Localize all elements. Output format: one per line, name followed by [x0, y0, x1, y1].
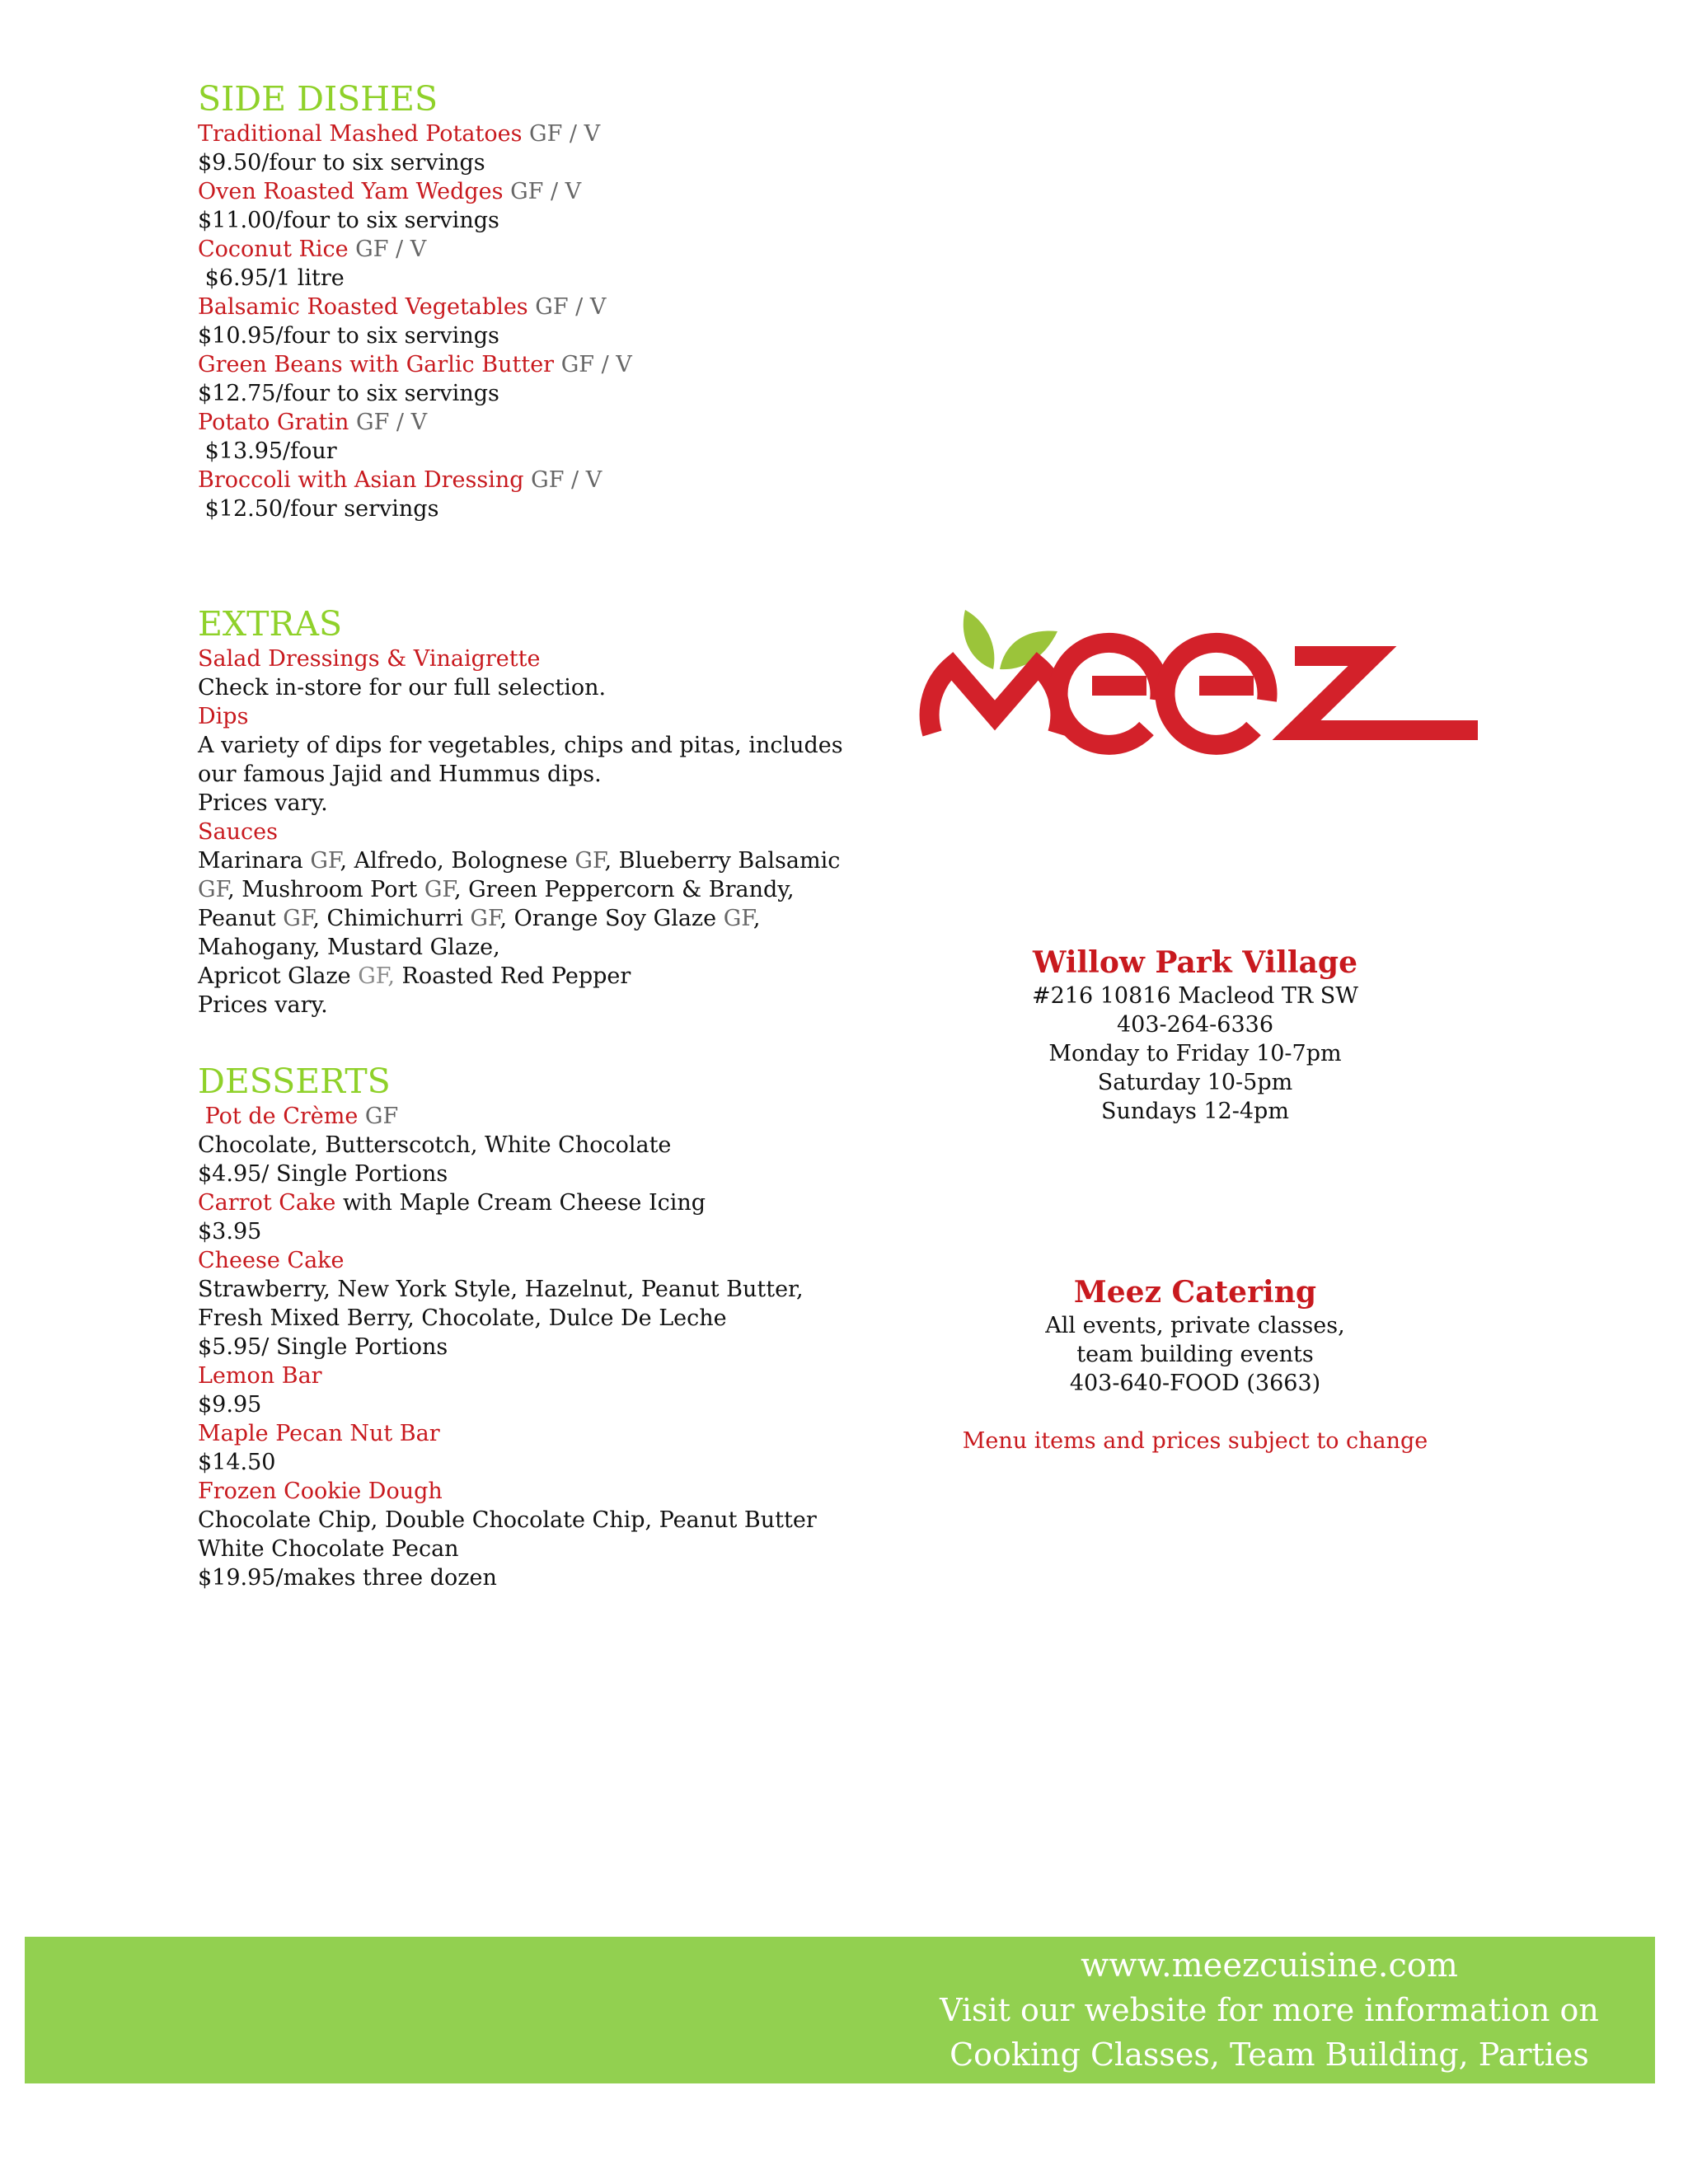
item-name: Traditional Mashed Potatoes: [198, 121, 523, 147]
menu-left-column: [198, 78, 857, 1592]
location-hours: Sundays 12-4pm: [1101, 1099, 1289, 1124]
item-price: $19.95/makes three dozen: [198, 1565, 497, 1591]
item-price: $3.95: [198, 1219, 262, 1244]
item-price: $14.50: [198, 1450, 276, 1475]
item-tags: GF / V: [531, 467, 603, 493]
extras-heading: EXTRAS: [198, 604, 343, 644]
item-price: Prices vary.: [198, 790, 328, 816]
menu-item: [198, 177, 857, 206]
gf-tag: GF: [424, 877, 454, 902]
logo-letter-e: [1165, 643, 1268, 745]
item-price: $11.00/four to six servings: [198, 208, 499, 233]
sauce-text: Marinara: [198, 848, 311, 874]
gf-tag: GF: [470, 906, 500, 931]
desserts-heading: DESSERTS: [198, 1062, 391, 1101]
item-tags: GF / V: [510, 179, 582, 204]
item-tags: GF / V: [529, 121, 601, 147]
location-hours: Monday to Friday 10-7pm: [1048, 1041, 1342, 1066]
menu-item: [198, 408, 857, 437]
sauce-line: [198, 846, 857, 875]
menu-item: [198, 350, 857, 379]
logo-letter-e: [1058, 643, 1160, 745]
item-price: $10.95/four to six servings: [198, 323, 499, 349]
sauce-text: , Mushroom Port: [227, 877, 424, 902]
logo-letter-z: [1295, 656, 1478, 730]
item-tags: GF: [358, 1104, 399, 1129]
item-name: Carrot Cake: [198, 1190, 336, 1216]
catering-title: Meez Catering: [1073, 1275, 1317, 1310]
item-tags: GF / V: [560, 352, 632, 377]
footer-line: Cooking Classes, Team Building, Parties: [950, 2036, 1589, 2073]
menu-item: [198, 1188, 857, 1217]
item-price: $9.50/four to six servings: [198, 150, 485, 176]
catering-line: team building events: [1076, 1342, 1314, 1367]
sauce-text: ,: [753, 906, 761, 931]
catering-line: All events, private classes,: [1045, 1313, 1345, 1338]
menu-item: [198, 466, 857, 494]
item-desc: with Maple Cream Cheese Icing: [335, 1190, 706, 1216]
item-price: $4.95/ Single Portions: [198, 1161, 448, 1187]
item-desc: Chocolate Chip, Double Chocolate Chip, Peanut Butter: [198, 1507, 817, 1533]
item-tags: GF / V: [535, 294, 607, 320]
sauce-text: Roasted Red Pepper: [394, 963, 631, 989]
item-desc: White Chocolate Pecan: [198, 1536, 459, 1562]
sauce-text: , Alfredo, Bolognese: [340, 848, 575, 874]
item-price: $9.95: [198, 1392, 262, 1418]
item-name: Green Beans with Garlic Butter: [198, 352, 555, 377]
sauce-line: [198, 904, 857, 933]
item-desc: A variety of dips for vegetables, chips and pitas, includes: [198, 733, 843, 758]
location-title: Willow Park Village: [1033, 945, 1357, 980]
item-name: Frozen Cookie Dough: [198, 1479, 443, 1504]
sauce-text: , Blueberry Balsamic: [604, 848, 841, 874]
item-desc: Fresh Mixed Berry, Chocolate, Dulce De Leche: [198, 1305, 727, 1331]
gf-tag: GF: [198, 877, 228, 902]
menu-item: [198, 120, 857, 148]
sauce-line: [198, 875, 857, 904]
gf-tag: GF: [574, 848, 605, 874]
item-name: Lemon Bar: [198, 1363, 322, 1389]
item-price: $6.95/1 litre: [198, 265, 345, 291]
gf-tag: GF,: [358, 963, 395, 989]
item-name: Salad Dressings & Vinaigrette: [198, 646, 541, 672]
location-address: #216 10816 Macleod TR SW: [1032, 983, 1358, 1009]
item-name: Dips: [198, 704, 249, 729]
item-price: $5.95/ Single Portions: [198, 1334, 448, 1360]
item-price: $13.95/four: [198, 438, 337, 464]
price-notice: Menu items and prices subject to change: [962, 1428, 1428, 1454]
item-name: Cheese Cake: [198, 1248, 345, 1273]
sauce-text: Apricot Glaze: [198, 963, 359, 989]
footer-line: Visit our website for more information on: [940, 1992, 1599, 2028]
item-name: Broccoli with Asian Dressing: [198, 467, 524, 493]
item-tags: GF / V: [355, 237, 427, 262]
sauce-line: Mahogany, Mustard Glaze,: [198, 935, 500, 960]
sauce-text: , Orange Soy Glaze: [499, 906, 724, 931]
logo-letter-m: [930, 666, 1061, 733]
item-desc: Check in-store for our full selection.: [198, 675, 607, 701]
item-price: $12.50/four servings: [198, 496, 439, 522]
item-name: Sauces: [198, 819, 278, 845]
location-hours: Saturday 10-5pm: [1097, 1070, 1293, 1095]
item-name: Balsamic Roasted Vegetables: [198, 294, 528, 320]
location-phone: 403-264-6336: [1116, 1012, 1274, 1038]
item-tags: GF / V: [356, 410, 428, 435]
footer-banner: [25, 1937, 1655, 2083]
item-desc: Strawberry, New York Style, Hazelnut, Peanut Butter,: [198, 1277, 804, 1302]
gf-tag: GF: [723, 906, 753, 931]
item-name: Maple Pecan Nut Bar: [198, 1421, 440, 1446]
gf-tag: GF: [283, 906, 313, 931]
catering-phone: 403-640-FOOD (3663): [1069, 1371, 1321, 1396]
item-desc: Chocolate, Butterscotch, White Chocolate: [198, 1132, 672, 1158]
gf-tag: GF: [310, 848, 340, 874]
side-dishes-heading: SIDE DISHES: [198, 79, 438, 119]
meez-logo: [903, 577, 1496, 766]
item-name: Potato Gratin: [198, 410, 349, 435]
location-block: [907, 944, 1484, 1126]
item-name: Oven Roasted Yam Wedges: [198, 179, 504, 204]
catering-block: [907, 1273, 1484, 1455]
item-desc: our famous Jajid and Hummus dips.: [198, 762, 602, 787]
sauce-text: , Chimichurri: [312, 906, 471, 931]
item-price: Prices vary.: [198, 992, 328, 1018]
sauce-line: [198, 962, 857, 991]
website-link[interactable]: www.meezcuisine.com: [1081, 1947, 1458, 1985]
item-name: Pot de Crème: [198, 1104, 359, 1129]
item-price: $12.75/four to six servings: [198, 381, 499, 406]
item-name: Coconut Rice: [198, 237, 349, 262]
menu-item: [198, 293, 857, 321]
leaf-icon: [964, 610, 995, 669]
sauce-text: , Green Peppercorn & Brandy,: [453, 877, 795, 902]
menu-item: [198, 235, 857, 264]
menu-item: [198, 1102, 857, 1131]
sauce-text: Peanut: [198, 906, 284, 931]
